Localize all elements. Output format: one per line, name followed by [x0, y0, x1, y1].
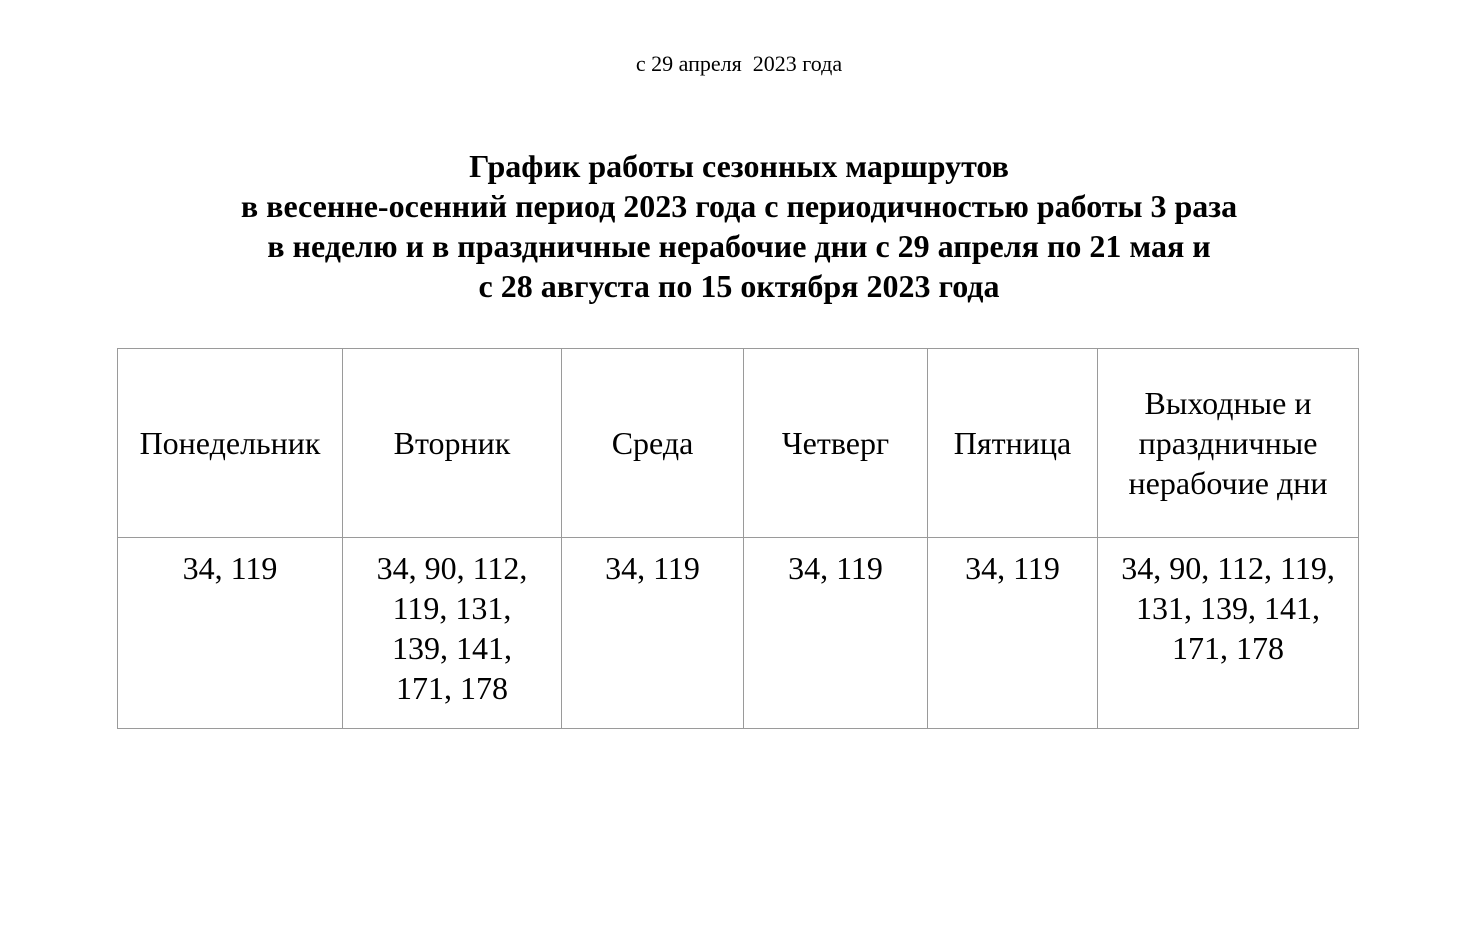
title-line-1: График работы сезонных маршрутов: [469, 148, 1009, 184]
schedule-table: [117, 348, 1359, 729]
cell-monday-routes: 34, 119: [118, 538, 343, 729]
table-header-row: [118, 349, 1359, 538]
header-thursday: Четверг: [744, 349, 928, 538]
cell-weekends-routes: 34, 90, 112, 119, 131, 139, 141, 171, 178: [1098, 538, 1359, 729]
header-weekends-holidays: Выходные и праздничные нерабочие дни: [1098, 349, 1359, 538]
header-wednesday: Среда: [562, 349, 744, 538]
header-friday: Пятница: [928, 349, 1098, 538]
cell-friday-routes: 34, 119: [928, 538, 1098, 729]
title-line-3: в неделю и в праздничные нерабочие дни с 29 апреля по 21 мая и: [267, 228, 1211, 264]
cell-wednesday-routes: 34, 119: [562, 538, 744, 729]
date-line: с 29 апреля 2023 года: [635, 51, 843, 76]
cell-thursday-routes: 34, 119: [744, 538, 928, 729]
cell-tuesday-routes: 34, 90, 112, 119, 131, 139, 141, 171, 178: [343, 538, 562, 729]
table-row: [118, 538, 1359, 729]
document-title: [0, 146, 1478, 306]
header-tuesday: Вторник: [343, 349, 562, 538]
header-monday: Понедельник: [118, 349, 343, 538]
title-line-4: с 28 августа по 15 октября 2023 года: [478, 268, 1000, 304]
title-line-2: в весенне-осенний период 2023 года с периодичностью работы 3 раза: [240, 188, 1238, 224]
